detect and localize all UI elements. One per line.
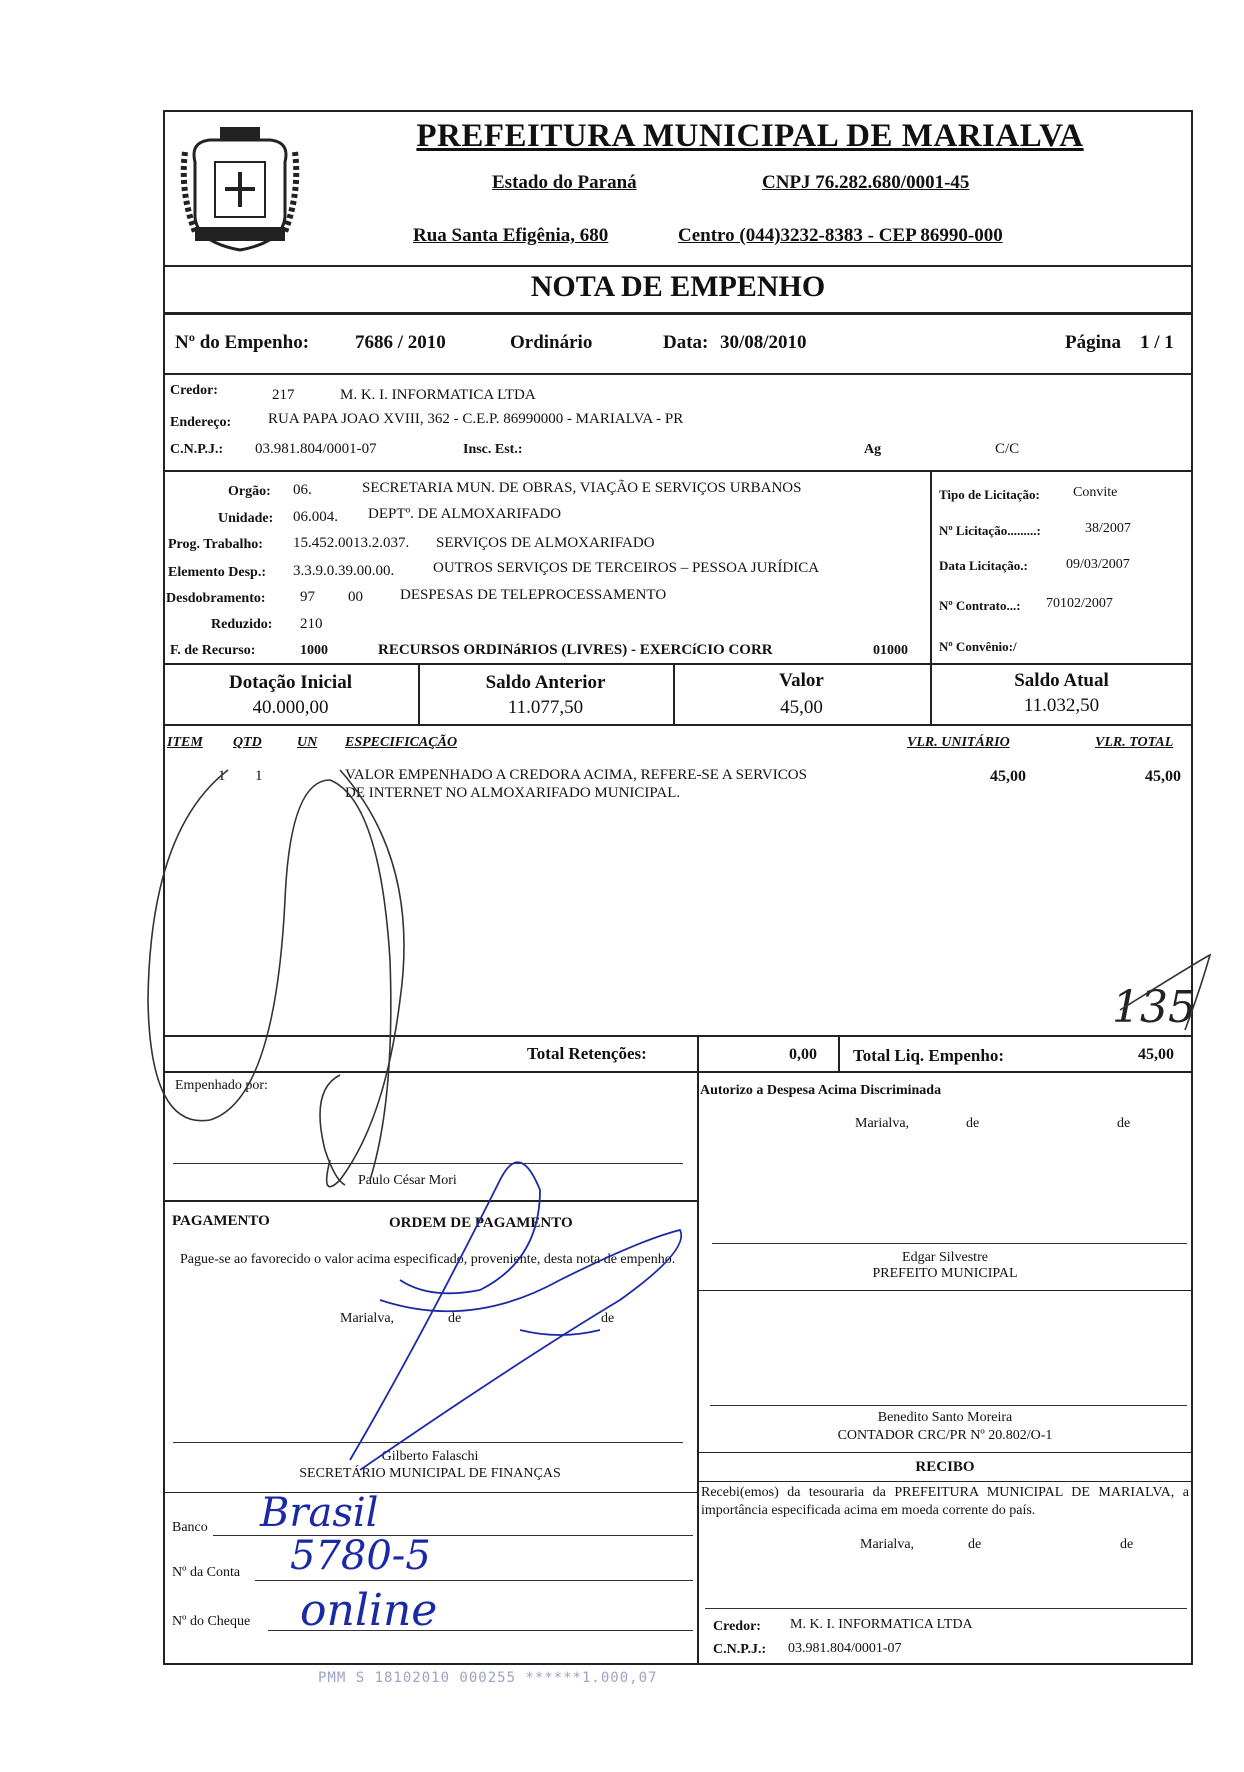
divider (163, 1492, 697, 1493)
ag-label: Ag (864, 442, 882, 457)
dotacao-label: Dotação Inicial (229, 672, 352, 693)
divider (697, 1071, 699, 1665)
col-total-header: VLR. TOTAL (1095, 735, 1174, 750)
divider (163, 373, 1193, 375)
address-label: Rua Santa Efigênia, 680 (413, 225, 609, 246)
data-licitacao-label: Data Licitação.: (939, 558, 1028, 573)
autorizo-city: Marialva, (855, 1116, 910, 1131)
signature-line (173, 1163, 683, 1164)
unidade-code: 06.004. (293, 509, 338, 525)
autorizo-de2: de (1117, 1116, 1131, 1131)
cheque-label: Nº do Cheque (172, 1614, 251, 1629)
row-total-value: 45,00 (1145, 768, 1181, 785)
pagamento-de1: de (448, 1311, 462, 1326)
saldo-atual-label: Saldo Atual (1014, 670, 1109, 691)
recibo-credor: M. K. I. INFORMATICA LTDA (790, 1617, 973, 1632)
divider (163, 265, 1193, 267)
reduzido-label: Reduzido: (211, 617, 273, 632)
credor-cnpj: 03.981.804/0001-07 (255, 441, 377, 457)
liquido-value: 45,00 (1138, 1046, 1174, 1063)
row-unit-value: 45,00 (990, 768, 1026, 785)
date-value: 30/08/2010 (720, 332, 807, 353)
liquido-label: Total Liq. Empenho: (853, 1046, 1004, 1065)
bank-stamp: PMM S 18102010 000255 ******1.000,07 (318, 1670, 658, 1686)
date-label: Data: (663, 332, 709, 353)
col-qtd-header: QTD (233, 735, 262, 750)
empenho-number-label: Nº do Empenho: (175, 332, 310, 353)
orgao-label: Orgão: (228, 484, 271, 499)
coat-of-arms (175, 122, 305, 262)
col-un-header: UN (297, 735, 318, 750)
conta-label: Nº da Conta (172, 1565, 241, 1580)
pagamento-text: Pague-se ao favorecido o valor acima especificado, proveniente, desta nota de empenho. (180, 1252, 676, 1267)
divider (163, 470, 1193, 472)
address-field-label: Endereço: (170, 415, 232, 430)
recurso-label: F. de Recurso: (170, 643, 256, 658)
recibo-cnpj-label: C.N.P.J.: (713, 1642, 767, 1657)
pagamento-label: PAGAMENTO (172, 1213, 270, 1229)
document-title: NOTA DE EMPENHO (530, 270, 826, 303)
insc-label: Insc. Est.: (463, 442, 523, 457)
retencoes-label: Total Retenções: (527, 1044, 647, 1063)
prog-label: Prog. Trabalho: (168, 537, 263, 552)
page-title: PREFEITURA MUNICIPAL DE MARIALVA (416, 118, 1084, 154)
empenhado-signer: Paulo César Mori (358, 1173, 457, 1188)
cnpj-label: CNPJ 76.282.680/0001-45 (762, 172, 970, 193)
contrato-label: Nº Contrato...: (939, 598, 1021, 613)
orgao-name: SECRETARIA MUN. DE OBRAS, VIAÇÃO E SERVIÇOS URBANOS (362, 480, 802, 496)
row-qtd: 1 (255, 768, 263, 784)
recibo-credor-label: Credor: (713, 1619, 761, 1634)
divider (697, 1481, 1193, 1482)
contador-signer: Benedito Santo Moreira (877, 1410, 1013, 1425)
pagamento-city: Marialva, (340, 1311, 395, 1326)
empenhado-label: Empenhado por: (175, 1078, 268, 1093)
divider (697, 1290, 1193, 1291)
recibo-city: Marialva, (860, 1537, 915, 1552)
recibo-text: Recebi(emos) da tesouraria da PREFEITURA MUNICIPAL DE MARIALVA, a importância especificada acima em moeda corrente do país. (701, 1485, 1189, 1518)
numero-licitacao: 38/2007 (1085, 521, 1131, 536)
col-item-header: ITEM (167, 735, 203, 750)
tipo-licitacao-label: Tipo de Licitação: (939, 487, 1040, 502)
orgao-code: 06. (293, 482, 312, 498)
empenho-number: 7686 / 2010 (355, 332, 446, 353)
reduzido-value: 210 (300, 616, 323, 632)
dotacao-value: 40.000,00 (252, 697, 329, 718)
page-label: Página (1065, 332, 1121, 353)
signature-line (710, 1405, 1187, 1406)
divider (163, 1200, 697, 1202)
banco-value: Brasil (260, 1490, 379, 1536)
elemento-code: 3.3.9.0.39.00.00. (293, 563, 395, 579)
divider (163, 663, 1193, 665)
row-spec-line2: DE INTERNET NO ALMOXARIFADO MUNICIPAL. (345, 785, 681, 801)
conta-value: 5780-5 (290, 1533, 431, 1579)
recibo-de2: de (1120, 1537, 1134, 1552)
prefeito-signer: Edgar Silvestre (902, 1250, 988, 1265)
pagamento-de2: de (601, 1311, 615, 1326)
contrato-value: 70102/2007 (1046, 596, 1113, 611)
contador-role: CONTADOR CRC/PR Nº 20.802/O-1 (837, 1428, 1053, 1443)
divider (163, 1035, 1193, 1037)
signature-line (712, 1243, 1187, 1244)
page-mark: 135 (1112, 982, 1196, 1033)
saldo-anterior-label: Saldo Anterior (485, 672, 606, 693)
banco-label: Banco (172, 1520, 208, 1535)
cheque-value: online (300, 1585, 438, 1636)
divider (697, 1035, 699, 1071)
page-number: 1 / 1 (1140, 332, 1174, 353)
recibo-de1: de (968, 1537, 982, 1552)
desdobramento-label: Desdobramento: (166, 591, 266, 606)
credor-code: 217 (272, 387, 295, 403)
prefeito-role: PREFEITO MUNICIPAL (872, 1266, 1018, 1281)
signature-line (705, 1608, 1187, 1609)
contact-label: Centro (044)3232-8383 - CEP 86990-000 (678, 225, 1003, 246)
recurso-ref: 01000 (873, 643, 908, 658)
conta-line (255, 1580, 693, 1581)
recibo-cnpj: 03.981.804/0001-07 (788, 1641, 902, 1656)
secretario-signer: Gilberto Falaschi (381, 1449, 479, 1464)
divider (163, 1071, 1193, 1073)
numero-licitacao-label: Nº Licitação.........: (939, 523, 1041, 538)
state-label: Estado do Paraná (492, 172, 637, 193)
divider (163, 724, 1193, 726)
col-unit-header: VLR. UNITÁRIO (907, 735, 1010, 750)
credor-name: M. K. I. INFORMATICA LTDA (340, 387, 536, 403)
signature-line (173, 1442, 683, 1443)
divider (838, 1035, 840, 1071)
desdobramento-sub: 00 (348, 589, 363, 605)
elemento-name: OUTROS SERVIÇOS DE TERCEIROS – PESSOA JURÍDICA (433, 560, 820, 576)
autorizo-de1: de (966, 1116, 980, 1131)
desdobramento-code: 97 (300, 589, 315, 605)
secretario-role: SECRETÁRIO MUNICIPAL DE FINANÇAS (299, 1466, 561, 1481)
retencoes-value: 0,00 (789, 1046, 817, 1063)
recibo-label: RECIBO (915, 1459, 975, 1475)
divider (697, 1452, 1193, 1453)
valor-label: Valor (779, 670, 824, 691)
row-item: 1 (218, 768, 226, 784)
unidade-name: DEPTº. DE ALMOXARIFADO (368, 506, 562, 522)
divider (163, 312, 1193, 315)
row-spec-line1: VALOR EMPENHADO A CREDORA ACIMA, REFERE-SE A SERVICOS (345, 767, 807, 783)
cnpj-field-label: C.N.P.J.: (170, 442, 224, 457)
elemento-label: Elemento Desp.: (168, 565, 266, 580)
credor-address: RUA PAPA JOAO XVIII, 362 - C.E.P. 86990000 - MARIALVA - PR (268, 411, 684, 427)
convenio-label: Nº Convênio:/ (939, 639, 1017, 654)
recurso-code: 1000 (300, 643, 328, 658)
saldo-atual-value: 11.032,50 (1023, 695, 1100, 716)
ordem-label: ORDEM DE PAGAMENTO (389, 1215, 573, 1231)
col-spec-header: ESPECIFICAÇÃO (345, 735, 458, 750)
saldo-anterior-value: 11.077,50 (507, 697, 584, 718)
autorizo-label: Autorizo a Despesa Acima Discriminada (700, 1083, 942, 1098)
recurso-name: RECURSOS ORDINáRIOS (LIVRES) - EXERCíCIO CORR (378, 642, 773, 658)
cc-label: C/C (995, 441, 1020, 457)
empenho-type: Ordinário (510, 332, 593, 353)
valor-value: 45,00 (780, 697, 823, 718)
data-licitacao: 09/03/2007 (1066, 557, 1130, 572)
desdobramento-name: DESPESAS DE TELEPROCESSAMENTO (400, 587, 667, 603)
tipo-licitacao: Convite (1073, 485, 1118, 500)
prog-name: SERVIÇOS DE ALMOXARIFADO (436, 535, 655, 551)
credor-label: Credor: (170, 383, 218, 398)
unidade-label: Unidade: (218, 511, 274, 526)
prog-code: 15.452.0013.2.037. (293, 535, 410, 551)
divider (930, 470, 932, 663)
